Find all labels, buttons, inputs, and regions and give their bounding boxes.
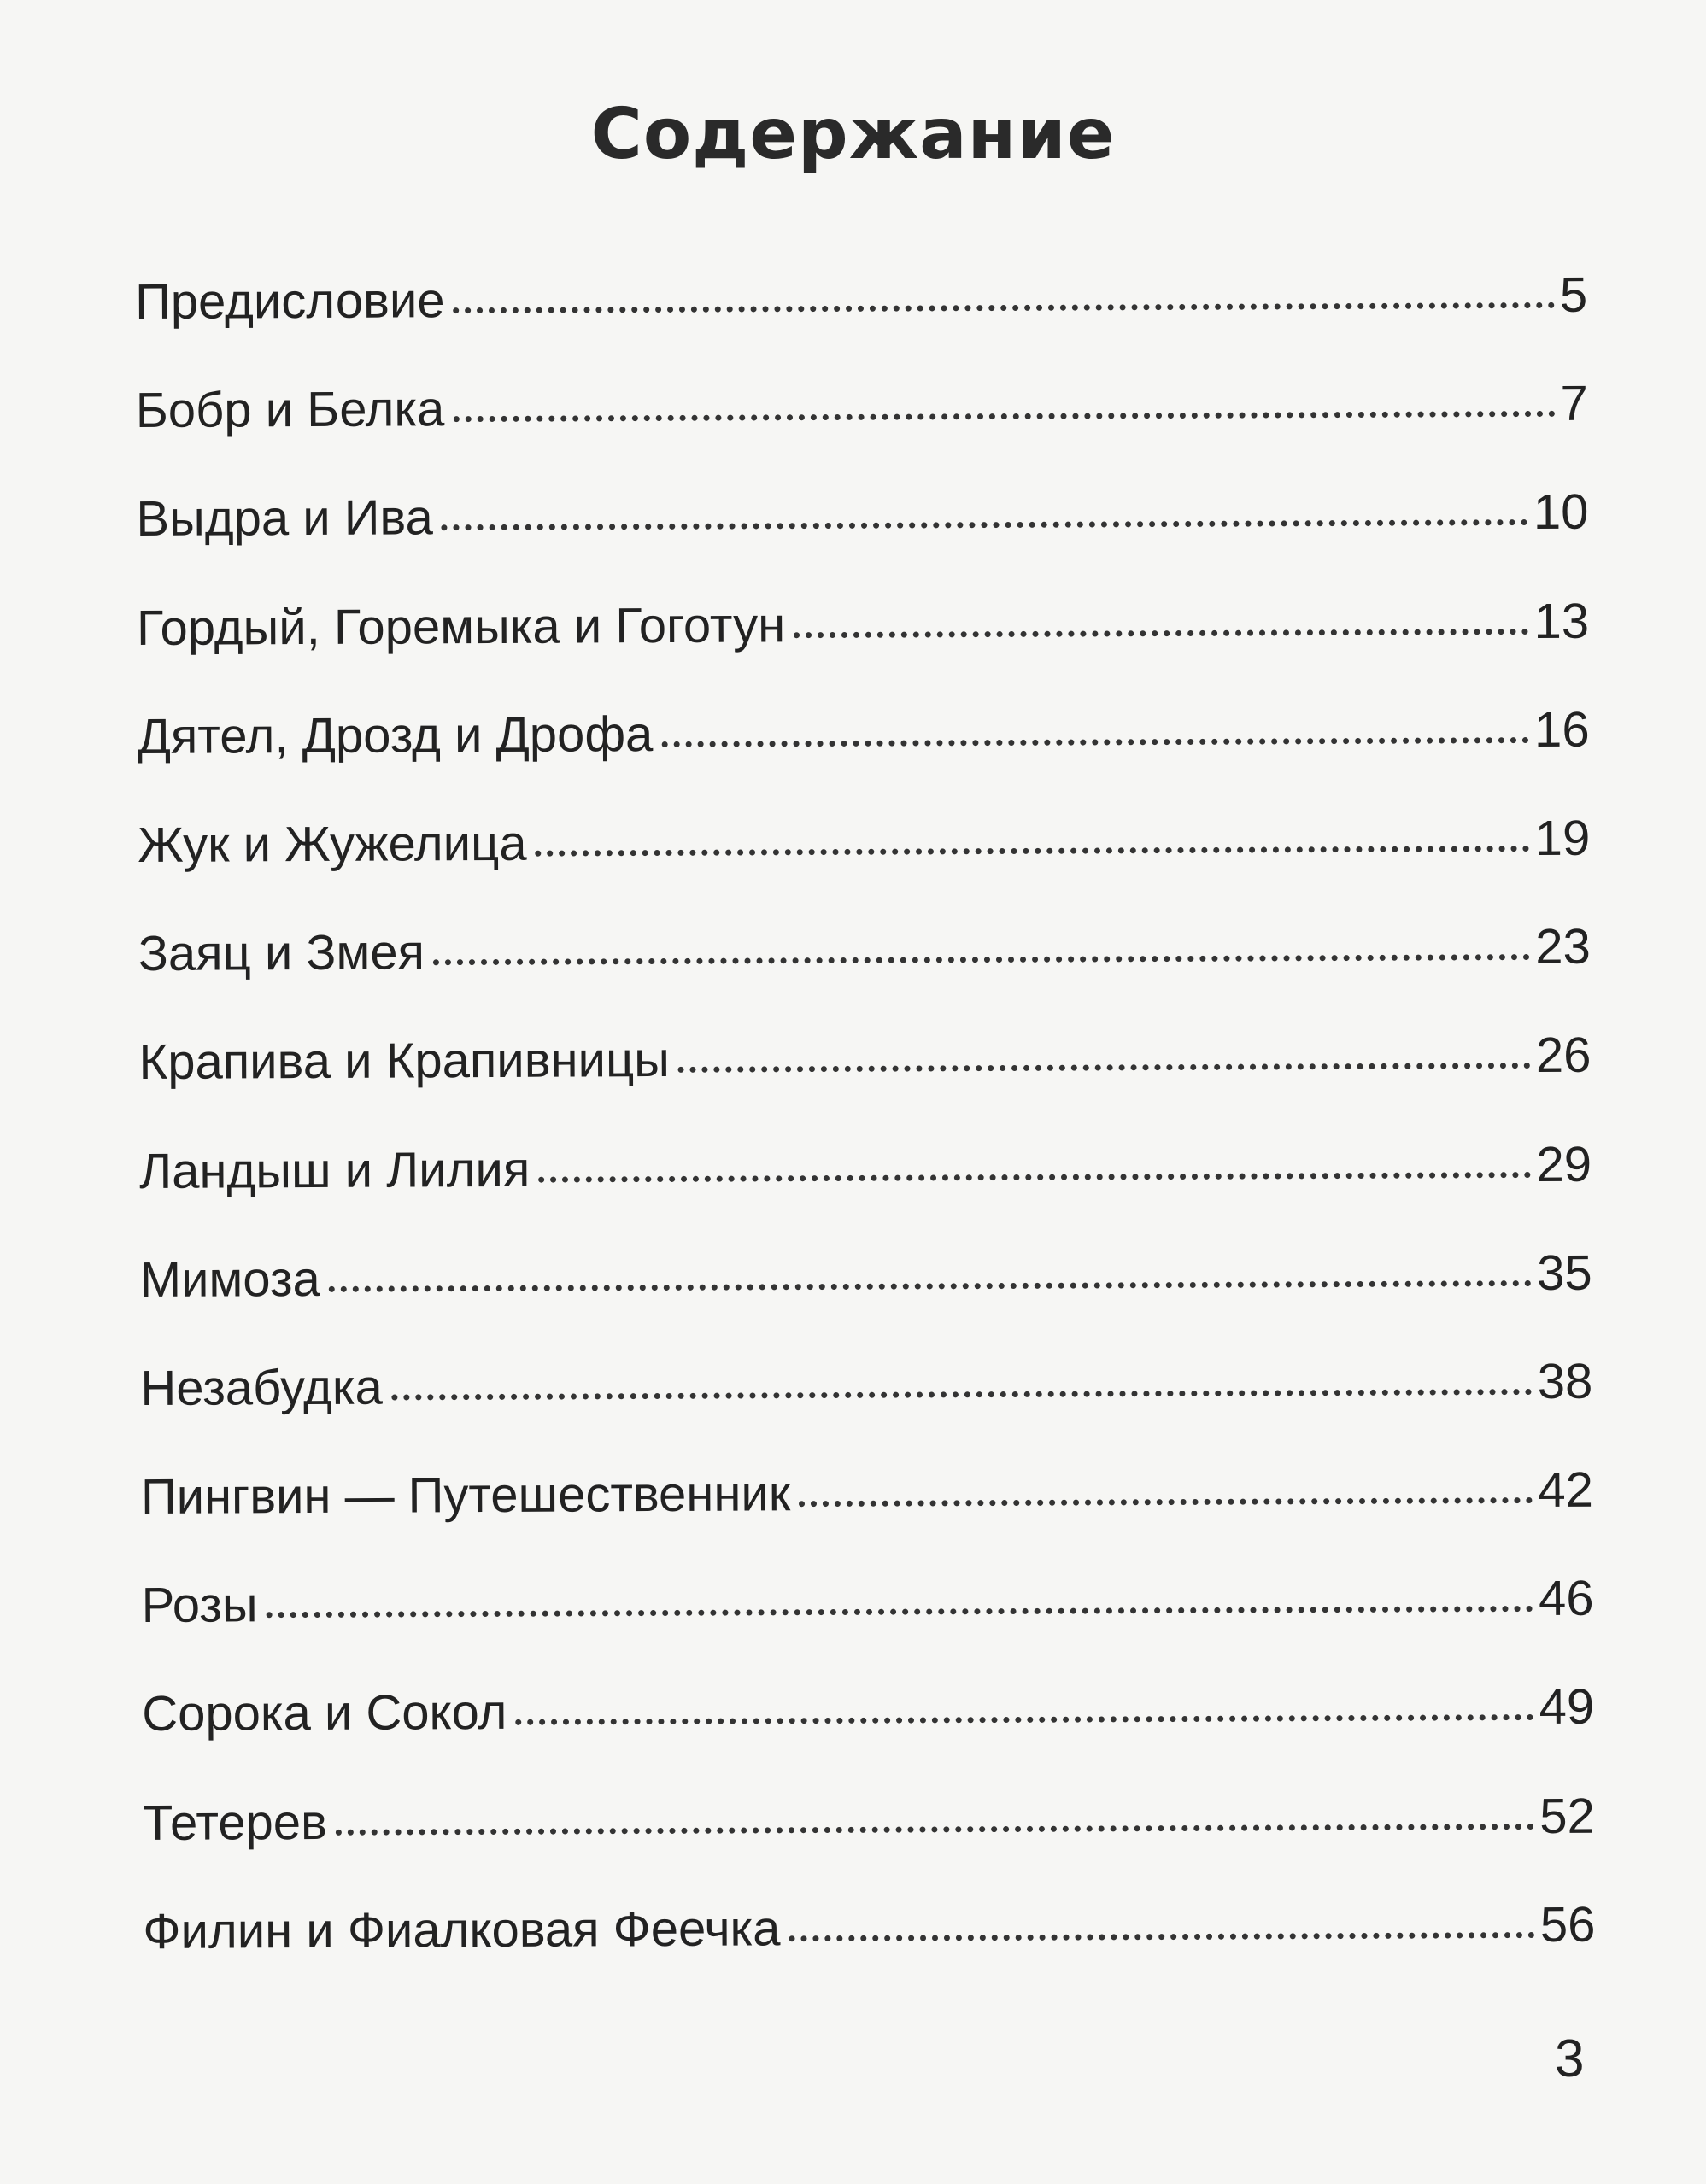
dot-leader	[391, 1389, 1533, 1401]
dot-leader	[329, 1280, 1532, 1292]
toc-entry-page: 42	[1538, 1461, 1594, 1519]
toc-entry-title: Пингвин — Путешественник	[140, 1466, 791, 1525]
toc-entry-page: 16	[1533, 701, 1590, 758]
toc-entry	[136, 593, 1590, 711]
toc-entry-page: 49	[1539, 1679, 1595, 1736]
toc-entry-page: 10	[1533, 484, 1589, 541]
toc-entry	[136, 484, 1589, 603]
toc-entry-page: 23	[1535, 918, 1592, 975]
toc-entry-title: Крапива и Крапивницы	[138, 1032, 671, 1091]
dot-leader	[267, 1606, 1533, 1618]
toc-entry-page: 5	[1559, 266, 1588, 323]
toc-entry-title: Розы	[141, 1577, 258, 1634]
toc-entry	[138, 810, 1591, 929]
page-number: 3	[1555, 2029, 1585, 2088]
toc-entry	[140, 1353, 1593, 1473]
dot-leader	[515, 1714, 1533, 1725]
toc-entry	[138, 1136, 1592, 1255]
toc-entry-page: 29	[1536, 1136, 1592, 1192]
toc-entry-page: 19	[1534, 810, 1591, 866]
toc-entry-title: Филин и Фиалковая Феечка	[143, 1900, 781, 1959]
toc-entry-title: Жук и Жужелица	[138, 815, 527, 873]
toc-entry-page: 7	[1560, 375, 1588, 432]
toc-entry	[140, 1461, 1594, 1581]
toc-entry-title: Тетерев	[142, 1794, 327, 1851]
dot-leader	[794, 629, 1528, 638]
table-of-contents	[134, 266, 1596, 2016]
toc-entry-page: 26	[1535, 1027, 1592, 1084]
toc-entry-title: Гордый, Горемыка и Гоготун	[136, 596, 786, 656]
toc-entry-page: 38	[1537, 1353, 1593, 1409]
toc-entry	[137, 701, 1590, 820]
toc-entry	[141, 1570, 1594, 1689]
toc-entry-title: Сорока и Сокол	[142, 1684, 507, 1742]
dot-leader	[433, 954, 1530, 965]
toc-entry-title: Дятел, Дрозд и Дрофа	[137, 706, 654, 764]
toc-entry-title: Выдра и Ива	[136, 489, 434, 547]
dot-leader	[799, 1497, 1533, 1507]
dot-leader	[536, 846, 1530, 857]
toc-entry-title: Ландыш и Лилия	[138, 1141, 531, 1199]
dot-leader	[661, 737, 1529, 747]
dot-leader	[789, 1932, 1535, 1941]
dot-leader	[538, 1172, 1531, 1183]
dot-leader	[336, 1824, 1535, 1836]
dot-leader	[454, 302, 1555, 313]
dot-leader	[453, 411, 1555, 422]
toc-entry	[143, 1896, 1596, 2015]
toc-entry	[138, 918, 1592, 1038]
toc-entry	[134, 266, 1588, 386]
toc-entry-title: Заяц и Змея	[138, 924, 425, 982]
dot-leader	[678, 1063, 1531, 1073]
toc-entry	[135, 375, 1589, 495]
toc-entry	[142, 1679, 1595, 1798]
toc-entry-page: 52	[1539, 1788, 1595, 1844]
toc-entry-title: Мимоза	[139, 1250, 320, 1308]
toc-entry-page: 46	[1538, 1570, 1594, 1627]
toc-entry-title: Предисловие	[134, 272, 445, 330]
toc-entry-title: Незабудка	[140, 1359, 384, 1416]
toc-entry-title: Бобр и Белка	[135, 381, 445, 439]
toc-entry	[139, 1244, 1593, 1363]
toc-entry	[138, 1027, 1592, 1146]
toc-entry-page: 13	[1533, 593, 1590, 649]
toc-entry	[142, 1788, 1596, 1906]
toc-entry-page: 56	[1539, 1896, 1596, 1953]
page-title: Содержание	[590, 94, 1116, 175]
toc-entry-page: 35	[1537, 1244, 1592, 1301]
dot-leader	[442, 519, 1528, 530]
